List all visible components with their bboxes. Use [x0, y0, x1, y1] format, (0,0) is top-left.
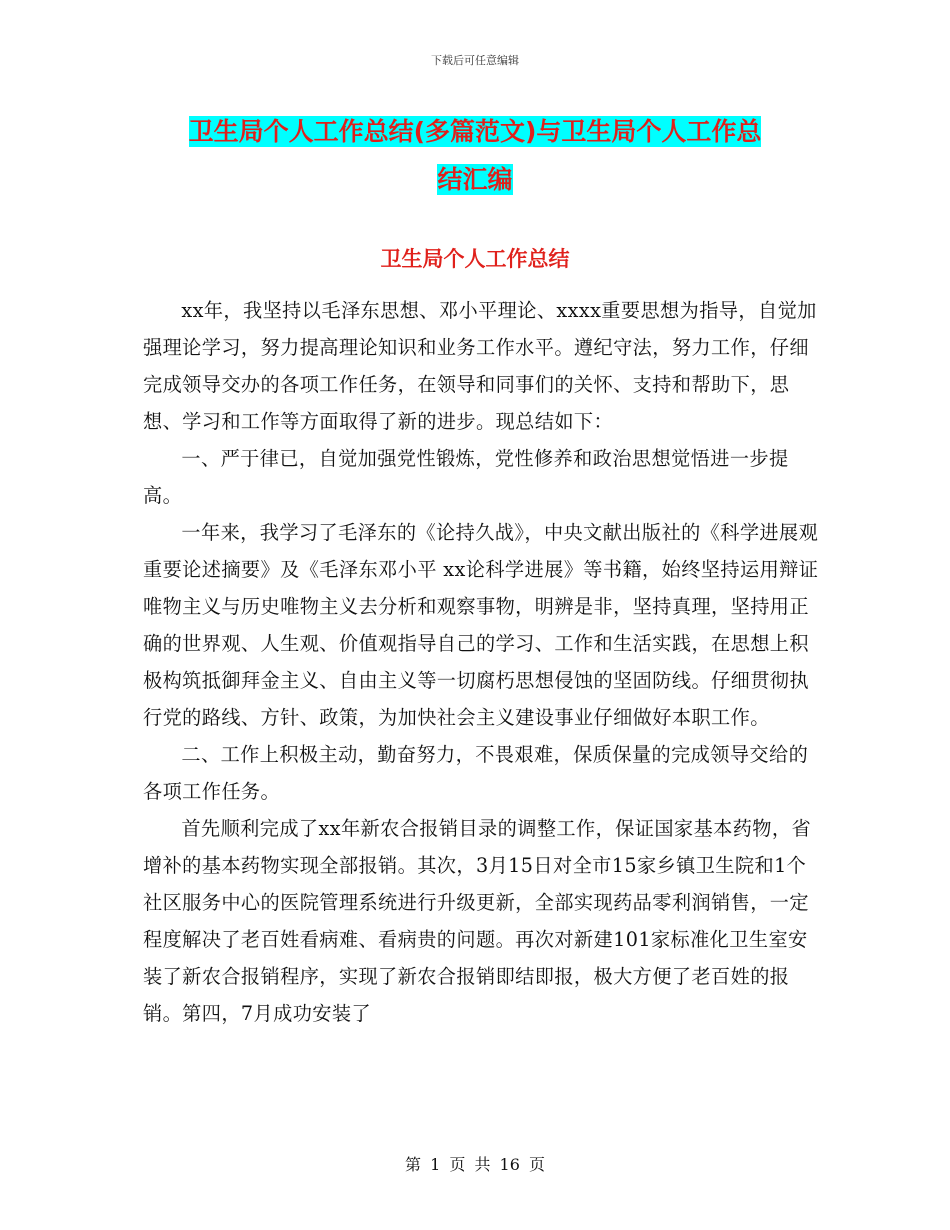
paragraph-heading-2: 二、工作上积极主动，勤奋努力，不畏艰难，保质保量的完成领导交给的各项工作任务。 — [143, 743, 809, 803]
document-title — [140, 108, 810, 204]
paragraph-study: 一年来，我学习了毛泽东的《论持久战》，中央文献出版社的《科学进展观重要论述摘要》及《毛泽东邓小平 xx论科学进展》等书籍，始终坚持运用辩证唯物主义与历史唯物主义去分析和观察事物，明辨是非，坚持真理，坚持用正确的世界观、人生观、价值观指导自己的学习、工作和生活实践，在思想上积极构筑抵御拜金主义、自由主义等一切腐朽思想侵蚀的坚固防线。仔细贯彻执行党的路线、方针、政策，为加快社会主义建设事业仔细做好本职工作。 — [143, 521, 819, 729]
paragraph-work: 首先顺利完成了xx年新农合报销目录的调整工作，保证国家基本药物，省增补的基本药物实现全部报销。其次，3月15日对全市15家乡镇卫生院和1个社区服务中心的医院管理系统进行升级更新，全部实现药品零利润销售，一定程度解决了老百姓看病难、看病贵的问题。再次对新建101家标准化卫生室安装了新农合报销程序，实现了新农合报销即结即报，极大方便了老百姓的报销。第四，7月成功安装了 — [143, 817, 812, 1025]
paragraph-heading-1: 一、严于律已，自觉加强党性锻炼，党性修养和政治思想觉悟进一步提高。 — [143, 447, 789, 507]
document-title-line-1: 卫生局个人工作总结(多篇范文)与卫生局个人工作总 — [188, 117, 762, 146]
paragraph-intro: xx年，我坚持以毛泽东思想、邓小平理论、xxxx重要思想为指导，自觉加强理论学习，努力提高理论知识和业务工作水平。遵纪守法，努力工作，仔细完成领导交办的各项工作任务，在领导和同事们的关怀、支持和帮助下，思想、学习和工作等方面取得了新的进步。现总结如下： — [143, 299, 817, 433]
page-header-note: 下载后可任意编辑 — [431, 54, 519, 67]
page-footer: 第 1 页 共 16 页 — [405, 1155, 545, 1174]
document-body — [143, 292, 823, 1032]
document-title-line-2: 结汇编 — [437, 165, 513, 194]
section-title: 卫生局个人工作总结 — [380, 247, 570, 271]
